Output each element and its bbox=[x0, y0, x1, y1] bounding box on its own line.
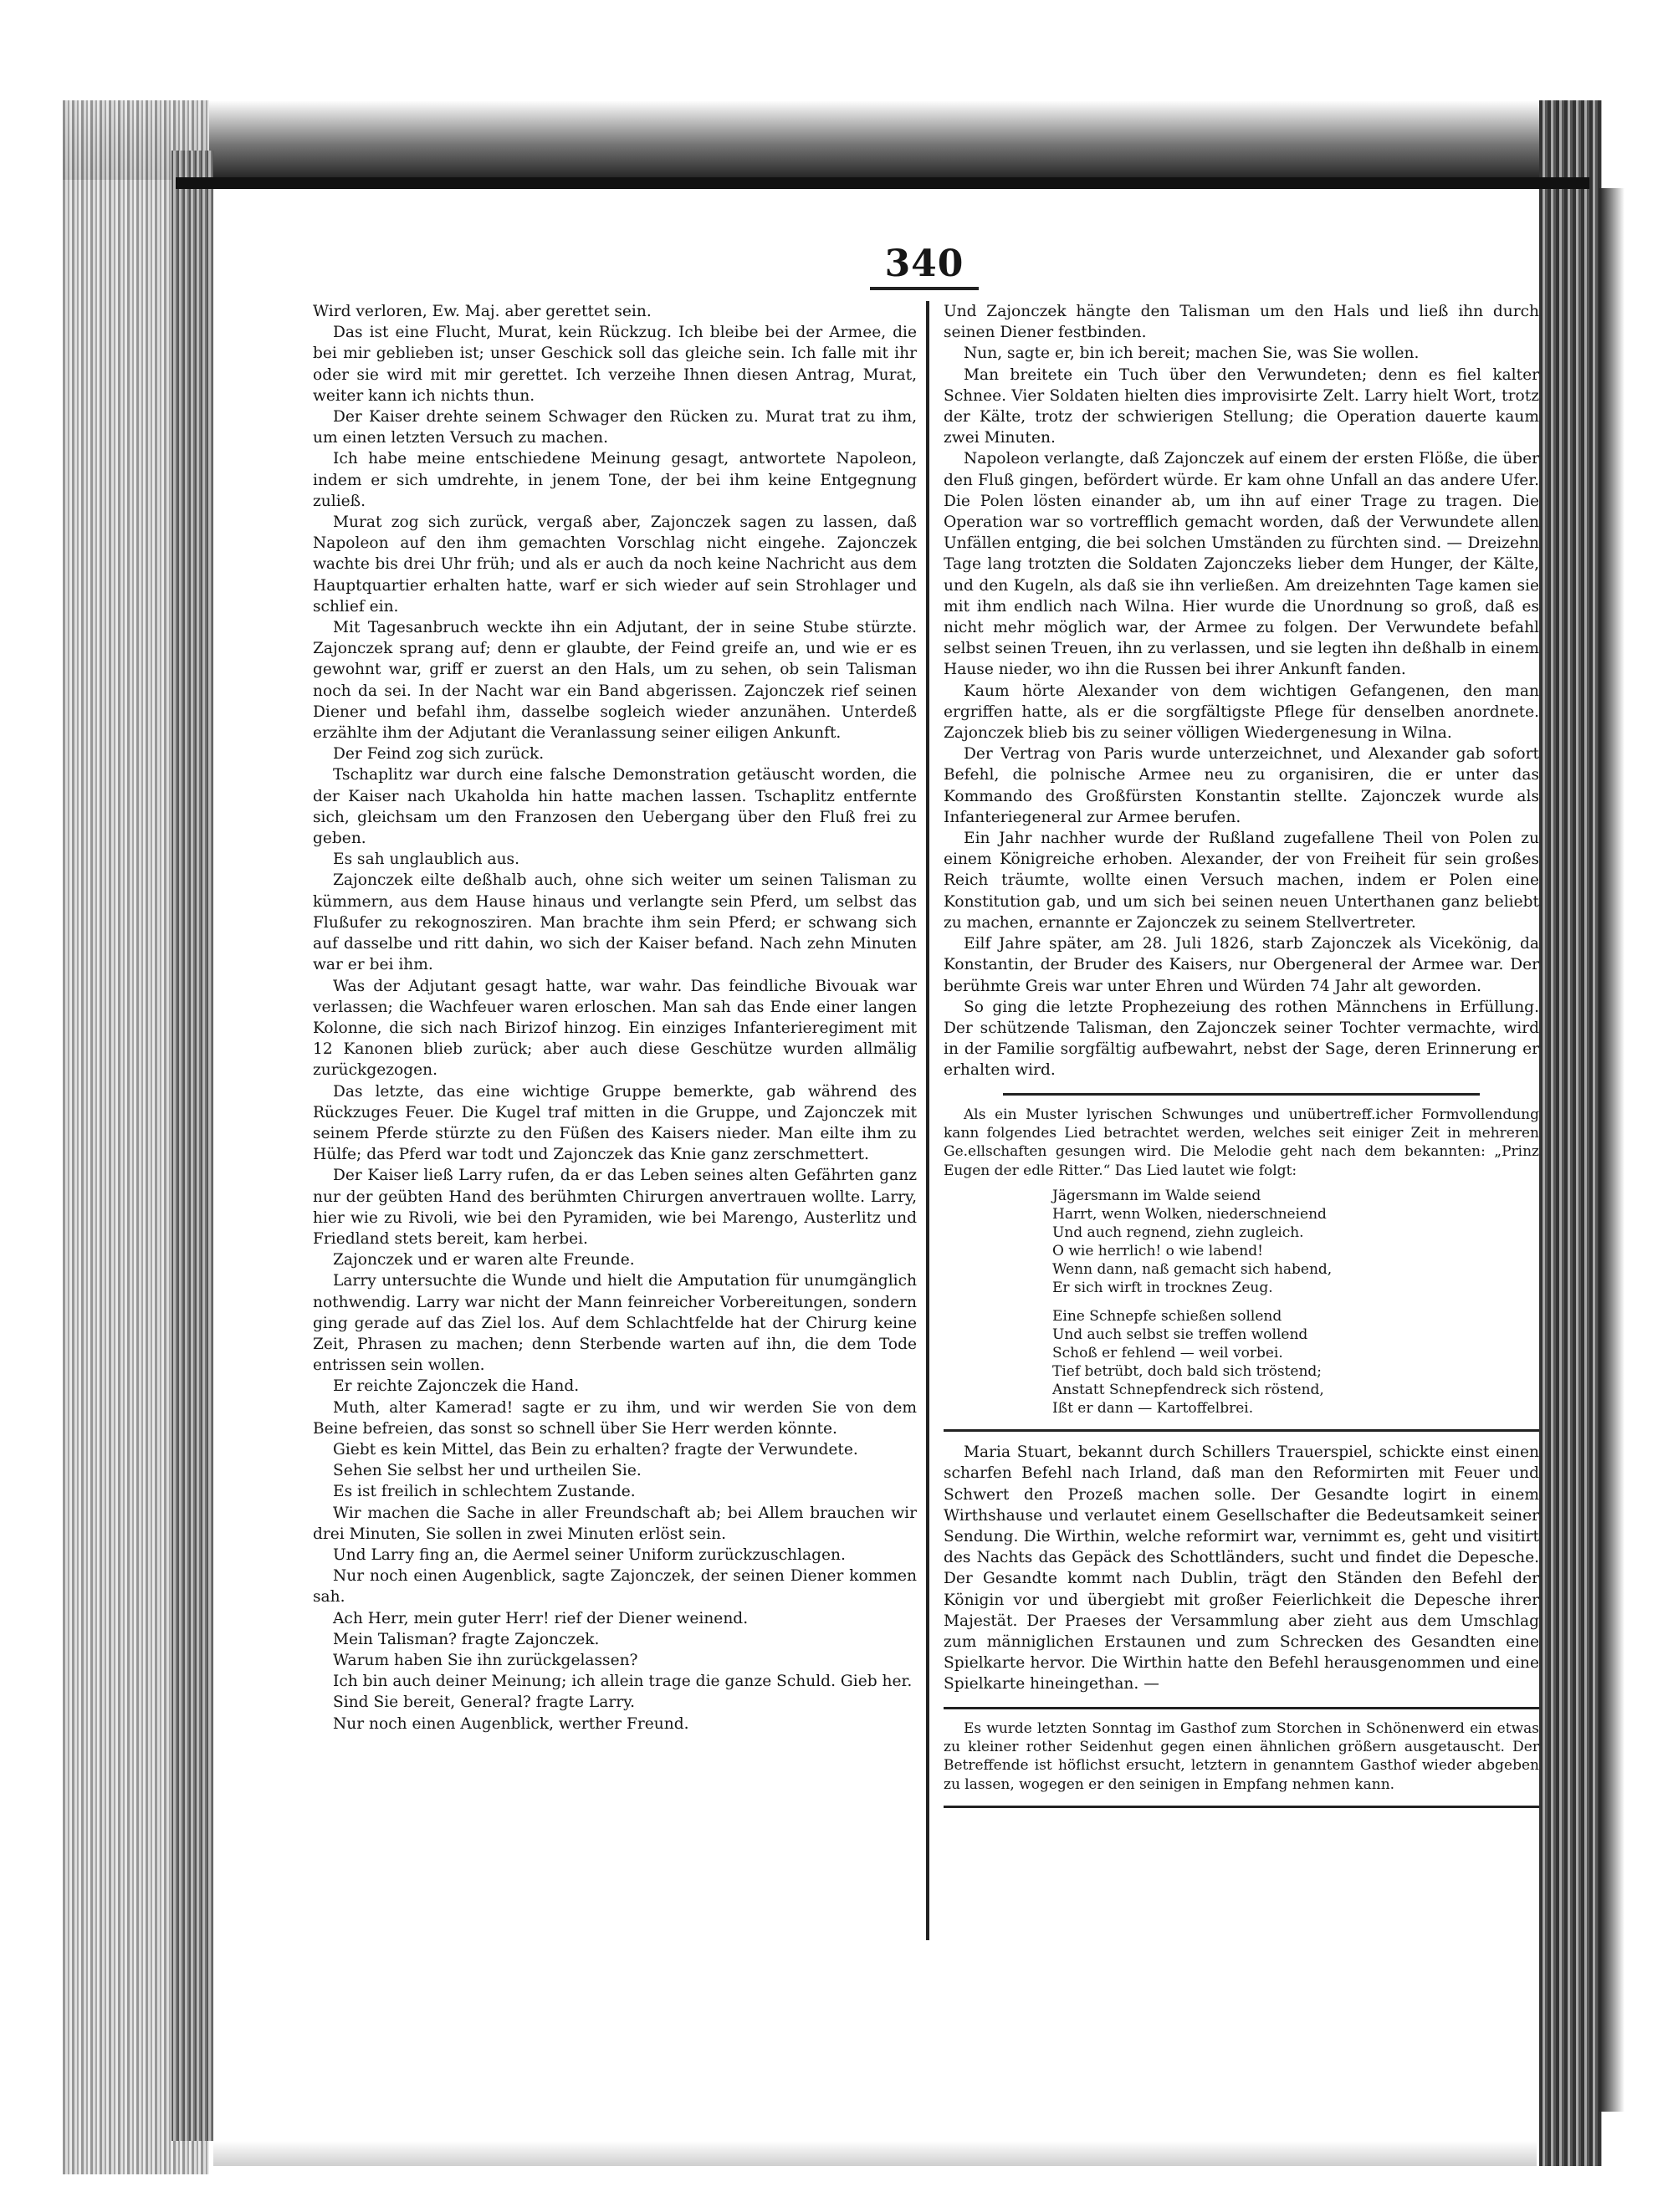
paragraph: Der Vertrag von Paris wurde unterzeichnet, und Alexander gab sofort Befehl, die polnische Armee neu zu organisiren, die er unter das Kommando des Großfürsten Konstantin stellte. Zajonczek wurde als Infanteriegeneral zur Armee berufen. bbox=[944, 745, 1539, 826]
poem-line: Und auch regnend, ziehn zugleich. bbox=[1052, 1224, 1304, 1242]
paragraph: Man breitete ein Tuch über den Verwundeten; denn es fiel kalter Schnee. Vier Soldaten hielten dies improvisirte Zelt. Larry hielt Wort, trotz der Kälte, trotz der schwierigen Stellung; die Operation dauerte kaum zwei Minuten. bbox=[944, 365, 1539, 447]
poem-line: Wenn dann, naß gemacht sich habend, bbox=[1052, 1261, 1333, 1279]
paragraph: Das letzte, das eine wichtige Gruppe bemerkte, gab während des Rückzuges Feuer. Die Kugel traf mitten in die Gruppe, und Zajonczek mit seinem Pferde stürzte zu den Füßen des Kaisers nieder. Man eilte ihm zu Hülfe; das Pferd war todt und Zajonczek das Knie ganz zerschmettert. bbox=[313, 1082, 917, 1164]
page-number: 340 bbox=[884, 243, 964, 285]
paragraph: Sehen Sie selbst her und urtheilen Sie. bbox=[333, 1462, 642, 1480]
poem-line: Schoß er fehlend — weil vorbei. bbox=[1052, 1345, 1283, 1362]
right-column bbox=[944, 301, 1539, 1818]
paragraph: Ach Herr, mein guter Herr! rief der Diener weinend. bbox=[333, 1609, 749, 1627]
paragraph: Es sah unglaublich aus. bbox=[333, 851, 520, 869]
paragraph: Nur noch einen Augenblick, werther Freund. bbox=[333, 1714, 689, 1733]
paragraph: Mit Tagesanbruch weckte ihn ein Adjutant, der in seine Stube stürzte. Zajonczek sprang auf; denn er glaubte, der Feind greife an, und wie er es gewohnt war, griff er zuerst an den Hals, um zu sehen, ob sein Talisman noch da sei. In der Nacht war ein Band abgerissen. Zajonczek rief seinen Diener und befahl ihm, dasselbe sogleich wieder anzunähen. Unterdeß erzählte ihm der Adjutant die Veranlassung seiner eiligen Ankunft. bbox=[313, 619, 917, 743]
paragraph: So ging die letzte Prophezeiung des rothen Männchens in Erfüllung. Der schützende Talisman, den Zajonczek seiner Tochter vermachte, wird in der Familie sorgfältig aufbewahrt, nebst der Sage, deren Erinnerung er erhalten wird. bbox=[944, 998, 1539, 1080]
paragraph: Murat zog sich zurück, vergaß aber, Zajonczek sagen zu lassen, daß Napoleon auf den ihm gemachten Vorschlag nicht eingehe. Zajonczek wachte bis drei Uhr früh; und als er auch da noch keine Nachricht aus dem Hauptquartier erhalten hatte, warf er sich wieder auf sein Strohlager und schlief ein. bbox=[313, 513, 917, 616]
poem-stanza bbox=[1052, 1187, 1539, 1297]
paragraph: Ich bin auch deiner Meinung; ich allein trage die ganze Schuld. Gieb her. bbox=[333, 1673, 913, 1691]
paragraph: Was der Adjutant gesagt hatte, war wahr. Das feindliche Bivouak war verlassen; die Wachfeuer waren erloschen. Man sah das Ende einer langen Kolonne, die sich nach Birizof hinzog. Ein einziges Infanterieregiment mit 12 Kanonen blieb zurück; aber auch diese Geschütze wurden allmälig zurückgezogen. bbox=[313, 977, 917, 1080]
column-divider bbox=[926, 301, 929, 1940]
anecdote-maria-stuart: Maria Stuart, bekannt durch Schillers Trauerspiel, schickte einst einen scharfen Befehl nach Irland, daß man den Reformirten mit Feuer und Schwert den Prozeß machen solle. Der Gesandte logirt in einem Wirthshause und verlautet einem Gesellschafter die Bedeutsamkeit seiner Sendung. Die Wirthin, welche reformirt war, vernimmt es, geht und visitirt des Nachts das Gepäck des Schottländers, sucht und findet die Depesche. Der Gesandte kommt nach Dublin, trägt den Ständen den Befehl der Königin vor und übergiebt mit großer Feierlichkeit die Depesche ihrer Majestät. Der Praeses der Versammlung aber zieht aus dem Umschlag zum männiglichen Erstaunen und zum Schrecken des Gesandten eine Spielkarte hervor. Die Wirthin hatte den Befehl herausgenommen und eine Spielkarte hineingethan. — bbox=[944, 1443, 1539, 1693]
poem-line: Anstatt Schnepfendreck sich röstend, bbox=[1052, 1382, 1324, 1399]
poem-intro: Als ein Muster lyrischen Schwunges und unübertreff.icher Formvollendung kann folgendes Lied betrachtet werden, welches seit einiger Zeit in mehreren Ge.ellschaften gesungen wird. Die Melodie geht nach dem bekannten: „Prinz Eugen der edle Ritter.“ Das Lied lautet wie folgt: bbox=[944, 1106, 1539, 1179]
top-scan-shadow bbox=[63, 100, 1602, 180]
lost-and-found-notice: Es wurde letzten Sonntag im Gasthof zum Storchen in Schönenwerd ein etwas zu kleiner rother Seidenhut gegen einen ähnlichen größern ausgetauscht. Der Betreffende ist höflichst ersucht, letztern in genanntem Gasthof wieder abgeben zu lassen, wogegen er den seinigen in Empfang nehmen kann. bbox=[944, 1719, 1539, 1793]
section-divider bbox=[944, 1429, 1539, 1432]
paragraph: Wird verloren, Ew. Maj. aber gerettet sein. bbox=[313, 303, 652, 320]
paragraph: Muth, alter Kamerad! sagte er zu ihm, und wir werden Sie von dem Beine befreien, das sonst so schnell über Sie Herr werden könnte. bbox=[313, 1398, 917, 1438]
section-divider bbox=[944, 1707, 1539, 1709]
paragraph: Und Zajonczek hängte den Talisman um den Hals und ließ ihn durch seinen Diener festbinden. bbox=[944, 303, 1539, 342]
paragraph: Und Larry fing an, die Aermel seiner Uniform zurückzuschlagen. bbox=[333, 1545, 846, 1564]
paragraph: Eilf Jahre später, am 28. Juli 1826, starb Zajonczek als Vicekönig, da Konstantin, der Bruder des Kaisers, nur Obergeneral der Armee war. Der berühmte Greis war unter Ehren und Würden 74 Jahr alt geworden. bbox=[944, 935, 1539, 995]
paragraph: Mein Talisman? fragte Zajonczek. bbox=[333, 1630, 600, 1648]
poem-line: Jägersmann im Walde seiend bbox=[1052, 1188, 1261, 1205]
page-number-underline bbox=[870, 287, 979, 290]
poem bbox=[1052, 1187, 1539, 1418]
paragraph: Kaum hörte Alexander von dem wichtigen Gefangenen, den man ergriffen hatte, als er die sorgfältigste Pflege für denselben anordnete. Zajonczek blieb bis zu seiner völligen Wiedergenesung in Wilna. bbox=[944, 682, 1539, 743]
poem-line: O wie herrlich! o wie labend! bbox=[1052, 1243, 1263, 1260]
paragraph: Wir machen die Sache in aller Freundschaft ab; bei Allem brauchen wir drei Minuten, Sie sollen in zwei Minuten erlöst sein. bbox=[313, 1504, 917, 1543]
poem-line: Und auch selbst sie treffen wollend bbox=[1052, 1326, 1308, 1344]
top-dark-rule bbox=[176, 177, 1589, 189]
paragraph: Ein Jahr nachher wurde der Rußland zugefallene Theil von Polen zu einem Königreiche erhoben. Alexander, der von Freiheit für sein großes Reich träumte, wollte einen Versuch machen, indem er Polen eine Konstitution gab, und um sich bei seinen neuen Unterthanen ganz beliebt zu machen, ernannte er Zajonczek zu seinem Stellvertreter. bbox=[944, 830, 1539, 932]
right-page-gap bbox=[1599, 188, 1624, 2112]
poem-line: Ißt er dann — Kartoffelbrei. bbox=[1052, 1400, 1254, 1418]
paragraph: Nun, sagte er, bin ich bereit; machen Sie, was Sie wollen. bbox=[964, 345, 1420, 363]
paragraph: Warum haben Sie ihn zurückgelassen? bbox=[333, 1652, 638, 1669]
paragraph: Der Feind zog sich zurück. bbox=[333, 745, 545, 764]
paragraph: Ich habe meine entschiedene Meinung gesagt, antwortete Napoleon, indem er sich umdrehte, in jenem Tone, der bei ihm keine Entgegnung zuließ. bbox=[313, 450, 917, 510]
poem-line: Tief betrübt, doch bald sich tröstend; bbox=[1052, 1363, 1323, 1381]
notice-bottom-rule bbox=[944, 1806, 1539, 1808]
poem-line: Er sich wirft in trocknes Zeug. bbox=[1052, 1280, 1273, 1297]
book-binding-shadow bbox=[171, 151, 213, 2141]
paragraph: Sind Sie bereit, General? fragte Larry. bbox=[333, 1693, 636, 1712]
paragraph: Zajonczek und er waren alte Freunde. bbox=[333, 1251, 635, 1269]
paragraph: Zajonczek eilte deßhalb auch, ohne sich weiter um seinen Talisman zu kümmern, aus dem Hause hinaus und verlangte sein Pferd, um selbst das Flußufer zu rekognosziren. Man brachte ihm sein Pferd; er schwang sich auf dasselbe und ritt dahin, wo sich der Kaiser befand. Nach zehn Minuten war er bei ihm. bbox=[313, 871, 917, 974]
paragraph: Er reichte Zajonczek die Hand. bbox=[333, 1377, 580, 1396]
left-column bbox=[313, 301, 917, 1734]
paragraph: Larry untersuchte die Wunde und hielt die Amputation für unumgänglich nothwendig. Larry war nicht der Mann feinreicher Vorbereitungen, sondern ging gerade auf das Ziel los. Auf dem Schlachtfelde hat der Chirurg keine Zeit, Phrasen zu machen; denn Sterbende warten auf ihn, die dem Tode entrissen sein wollen. bbox=[313, 1272, 917, 1375]
paragraph: Das ist eine Flucht, Murat, kein Rückzug. Ich bleibe bei der Armee, die bei mir geblieben ist; unser Geschick soll das gleiche sein. Ich falle mit ihr oder sie wird mit mir gerettet. Ich verzeihe Ihnen diesen Antrag, Murat, weiter kann ich nichts thun. bbox=[313, 324, 917, 405]
bottom-scan-shadow bbox=[213, 2141, 1537, 2166]
paragraph: Der Kaiser drehte seinem Schwager den Rücken zu. Murat trat zu ihm, um einen letzten Versuch zu machen. bbox=[313, 408, 917, 447]
paragraph: Giebt es kein Mittel, das Bein zu erhalten? fragte der Verwundete. bbox=[333, 1440, 858, 1458]
paragraph: Der Kaiser ließ Larry rufen, da er das Leben seines alten Gefährten ganz nur der geübten Hand des berühmten Chirurgen anvertrauen wollte. Larry, hier wie zu Rivoli, wie bei den Pyramiden, wie bei Marengo, Austerlitz und Friedland stets bereit, kam herbei. bbox=[313, 1167, 917, 1248]
paragraph: Nur noch einen Augenblick, sagte Zajonczek, der seinen Diener kommen sah. bbox=[313, 1567, 917, 1607]
paragraph: Es ist freilich in schlechtem Zustande. bbox=[333, 1483, 636, 1501]
paragraph: Napoleon verlangte, daß Zajonczek auf einem der ersten Flöße, die über den Fluß gingen, befördert würde. Er kam ohne Unfall an das andere Ufer. Die Polen lösten einander ab, um ihn auf einer Trage zu tragen. Die Operation war so vortrefflich gemacht worden, daß der Verwundete allen Unfällen entging, die bei solchen Umständen zu fürchten sind. — Dreizehn Tage lang trotzten die Soldaten Zajonczeks lieber dem Hunger, der Kälte, und den Kugeln, als daß sie ihn verließen. Am dreizehnten Tage kamen sie mit ihm endlich nach Wilna. Hier wurde die Unordnung so groß, daß es nicht mehr möglich war, der Armee zu folgen. Der Verwundete befahl selbst seinen Treuen, ihn zu verlassen, und sie legten ihn deßhalb in einem Hause nieder, wo ihn die Russen bei ihrer Ankunft fanden. bbox=[944, 450, 1539, 679]
paragraph: Tschaplitz war durch eine falsche Demonstration getäuscht worden, die der Kaiser nach Ukaholda hin hatte machen lassen. Tschaplitz entfernte sich, gleichsam um den Franzosen den Uebergang über den Fluß frei zu geben. bbox=[313, 766, 917, 848]
book-edge-right bbox=[1539, 100, 1602, 2166]
poem-line: Eine Schnepfe schießen sollend bbox=[1052, 1308, 1282, 1326]
poem-stanza bbox=[1052, 1307, 1539, 1418]
poem-line: Harrt, wenn Wolken, niederschneiend bbox=[1052, 1206, 1327, 1223]
section-divider bbox=[1003, 1093, 1480, 1096]
